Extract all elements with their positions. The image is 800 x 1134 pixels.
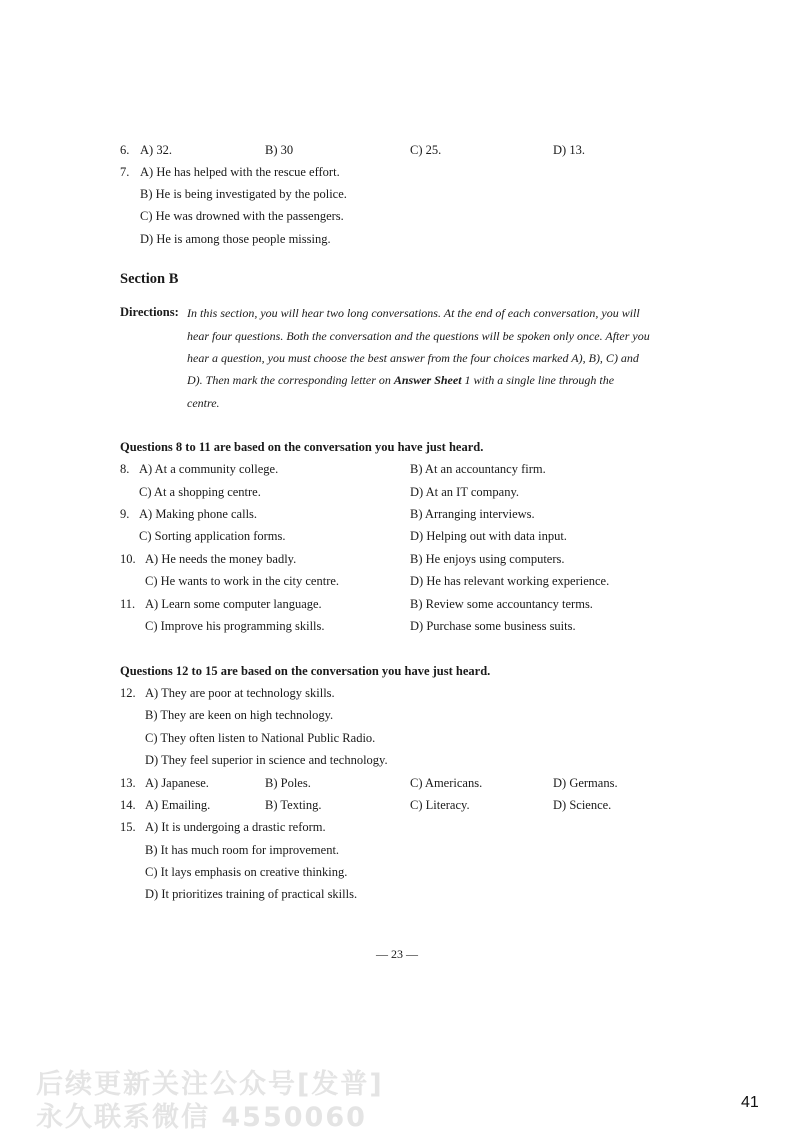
q6-number: 6. <box>120 143 130 157</box>
page-number: 41 <box>741 1094 759 1111</box>
q7-number: 7. <box>120 165 130 179</box>
q10-option-b: B) He enjoys using computers. <box>410 552 565 566</box>
q6-option-a: A) 32. <box>140 143 172 157</box>
q14-option-d: D) Science. <box>553 798 612 812</box>
watermark-line-2: 永久联系微信 4550060 <box>36 1102 367 1133</box>
q8-option-b: B) At an accountancy firm. <box>410 462 546 476</box>
answer-sheet-label: Answer Sheet <box>393 373 462 387</box>
directions-line-4 <box>187 373 614 388</box>
q13-option-c: C) Americans. <box>410 776 483 790</box>
q6-option-c: C) 25. <box>410 143 442 157</box>
page-footer: — 23 — <box>376 947 418 961</box>
group1-heading: Questions 8 to 11 are based on the conversation you have just heard. <box>120 440 484 454</box>
q10-option-d: D) He has relevant working experience. <box>410 574 610 588</box>
q14-option-c: C) Literacy. <box>410 798 470 812</box>
q15-option-d: D) It prioritizes training of practical skills. <box>145 887 358 901</box>
q15-option-b: B) It has much room for improvement. <box>145 843 340 857</box>
q12-option-c: C) They often listen to National Public Radio. <box>145 731 376 745</box>
q15-number: 15. <box>120 820 136 834</box>
group2-heading: Questions 12 to 15 are based on the conversation you have just heard. <box>120 664 491 678</box>
directions-line-2: hear four questions. Both the conversation and the questions will be spoken only once. After you <box>187 329 650 343</box>
directions-line-3: hear a question, you must choose the best answer from the four choices marked A), B), C) and <box>187 351 639 365</box>
q12-option-a: A) They are poor at technology skills. <box>145 686 335 700</box>
q13-number: 13. <box>120 776 136 790</box>
q9-option-a: A) Making phone calls. <box>139 507 258 521</box>
q14-option-a: A) Emailing. <box>145 798 211 812</box>
q11-option-b: B) Review some accountancy terms. <box>410 597 593 611</box>
q8-option-a: A) At a community college. <box>139 462 279 476</box>
directions-label: Directions: <box>120 305 179 319</box>
q11-option-a: A) Learn some computer language. <box>145 597 322 611</box>
q14-option-b: B) Texting. <box>265 798 322 812</box>
directions-line-4-text: D). Then mark the corresponding letter on <box>187 373 391 387</box>
q13-option-b: B) Poles. <box>265 776 311 790</box>
directions-line-5: centre. <box>187 396 220 410</box>
q8-option-d: D) At an IT company. <box>410 485 520 499</box>
watermark-line-1: 后续更新关注公众号[发普] <box>36 1069 384 1100</box>
q10-option-a: A) He needs the money badly. <box>145 552 297 566</box>
q12-option-b: B) They are keen on high technology. <box>145 708 334 722</box>
q7-option-a: A) He has helped with the rescue effort. <box>140 165 340 179</box>
q13-option-a: A) Japanese. <box>145 776 209 790</box>
q11-number: 11. <box>120 597 136 611</box>
q10-option-c: C) He wants to work in the city centre. <box>145 574 340 588</box>
q10-number: 10. <box>120 552 136 566</box>
q9-option-b: B) Arranging interviews. <box>410 507 535 521</box>
q9-option-d: D) Helping out with data input. <box>410 529 567 543</box>
q7-option-d: D) He is among those people missing. <box>140 232 331 246</box>
q6-option-b: B) 30 <box>265 143 294 157</box>
q14-number: 14. <box>120 798 136 812</box>
q15-option-c: C) It lays emphasis on creative thinking. <box>145 865 348 879</box>
q9-number: 9. <box>120 507 130 521</box>
q6-option-d: D) 13. <box>553 143 585 157</box>
q15-option-a: A) It is undergoing a drastic reform. <box>145 820 326 834</box>
q11-option-c: C) Improve his programming skills. <box>145 619 325 633</box>
q8-option-c: C) At a shopping centre. <box>139 485 261 499</box>
q11-option-d: D) Purchase some business suits. <box>410 619 576 633</box>
q13-option-d: D) Germans. <box>553 776 618 790</box>
directions-line-4-tail: 1 with a single line through the <box>464 373 615 387</box>
q7-option-b: B) He is being investigated by the police. <box>140 187 347 201</box>
q9-option-c: C) Sorting application forms. <box>139 529 286 543</box>
q7-option-c: C) He was drowned with the passengers. <box>140 209 344 223</box>
directions-line-1: In this section, you will hear two long conversations. At the end of each conversation, you will <box>187 306 640 320</box>
q12-number: 12. <box>120 686 136 700</box>
q12-option-d: D) They feel superior in science and technology. <box>145 753 388 767</box>
q8-number: 8. <box>120 462 130 476</box>
section-title: Section B <box>120 271 179 287</box>
